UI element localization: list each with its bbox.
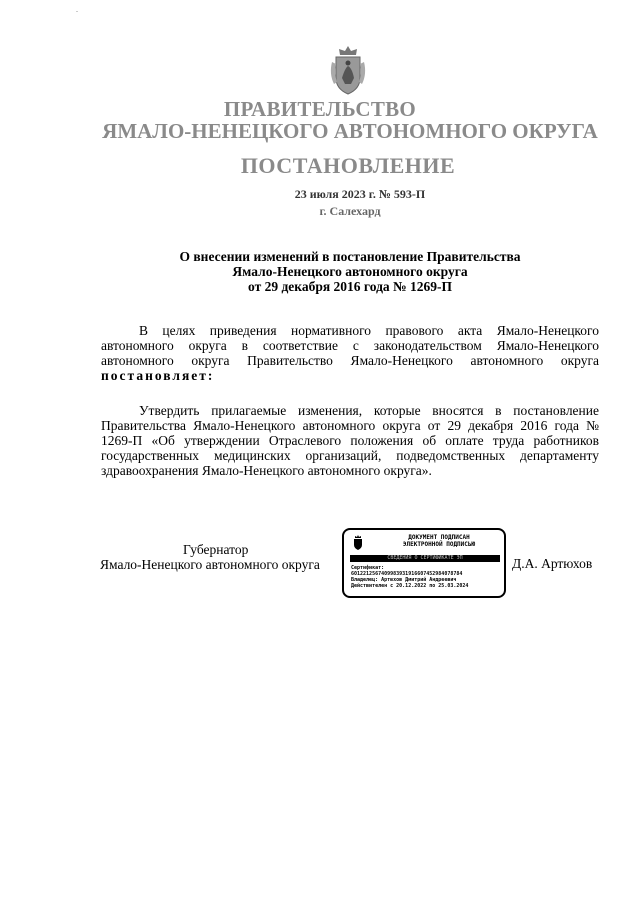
stamp-title xyxy=(380,535,498,548)
signatory-position xyxy=(100,542,340,572)
certificate-number: 6012212567409983931916607452984078784 xyxy=(351,571,463,577)
signatory-title: Губернатор xyxy=(183,542,249,557)
document-type: ПОСТАНОВЛЕНИЕ xyxy=(240,153,456,178)
stamp-title-line-1: ДОКУМЕНТ ПОДПИСАН xyxy=(408,534,470,541)
resolves-word: постановляет: xyxy=(101,368,215,383)
government-region: ЯМАЛО-НЕНЕЦКОГО АВТОНОМНОГО ОКРУГА xyxy=(102,119,598,143)
document-city: г. Салехард xyxy=(319,204,381,218)
stamp-certificate-bar: СВЕДЕНИЯ О СЕРТИФИКАТЕ ЭП xyxy=(350,555,500,562)
resolution-paragraph: Утвердить прилагаемые изменения, которые вносятся в постановление Правительства Ямало-Ненецкого автономного округа от 29 декабря 2016 года № 1269-П «Об утверждении Отраслевого положения об оплате труда работников государственных медицинских организаций, подведомственных департаменту здравоохранения Ямало-Ненецкого автономного округа». xyxy=(101,403,599,478)
coat-of-arms-icon xyxy=(327,44,369,96)
subject-line-1: О внесении изменений в постановление Правительства xyxy=(179,249,521,264)
certificate-owner: Владелец: Артюхов Дмитрий Андреевич xyxy=(351,577,457,583)
signatory-region: Ямало-Ненецкого автономного округа xyxy=(100,557,320,572)
certificate-validity: Действителен с 20.12.2022 по 25.03.2024 xyxy=(351,583,469,589)
stamp-certificate-info xyxy=(351,565,501,589)
electronic-signature-stamp xyxy=(342,528,506,598)
subject-line-3: от 29 декабря 2016 года № 1269-П xyxy=(248,279,452,294)
stamp-title-line-2: ЭЛЕКТРОННОЙ ПОДПИСЬЮ xyxy=(402,540,476,548)
subject-line-2: Ямало-Ненецкого автономного округа xyxy=(232,264,468,279)
emblem-icon xyxy=(352,535,364,550)
document-subject xyxy=(120,249,580,294)
certificate-label: Сертификат: xyxy=(351,565,385,571)
preamble-text: В целях приведения нормативного правового акта Ямало-Ненецкого автономного округа в соответствие с законодательством Ямало-Ненецкого автономного округа Правительство Ямало-Ненецкого автономного округа xyxy=(101,323,599,368)
document-date-number: 23 июля 2023 г. № 593-П xyxy=(294,187,426,201)
scan-artifact xyxy=(76,11,78,12)
preamble-paragraph xyxy=(101,323,599,383)
government-title: ПРАВИТЕЛЬСТВО xyxy=(223,97,417,121)
signatory-name: Д.А. Артюхов xyxy=(512,556,593,571)
